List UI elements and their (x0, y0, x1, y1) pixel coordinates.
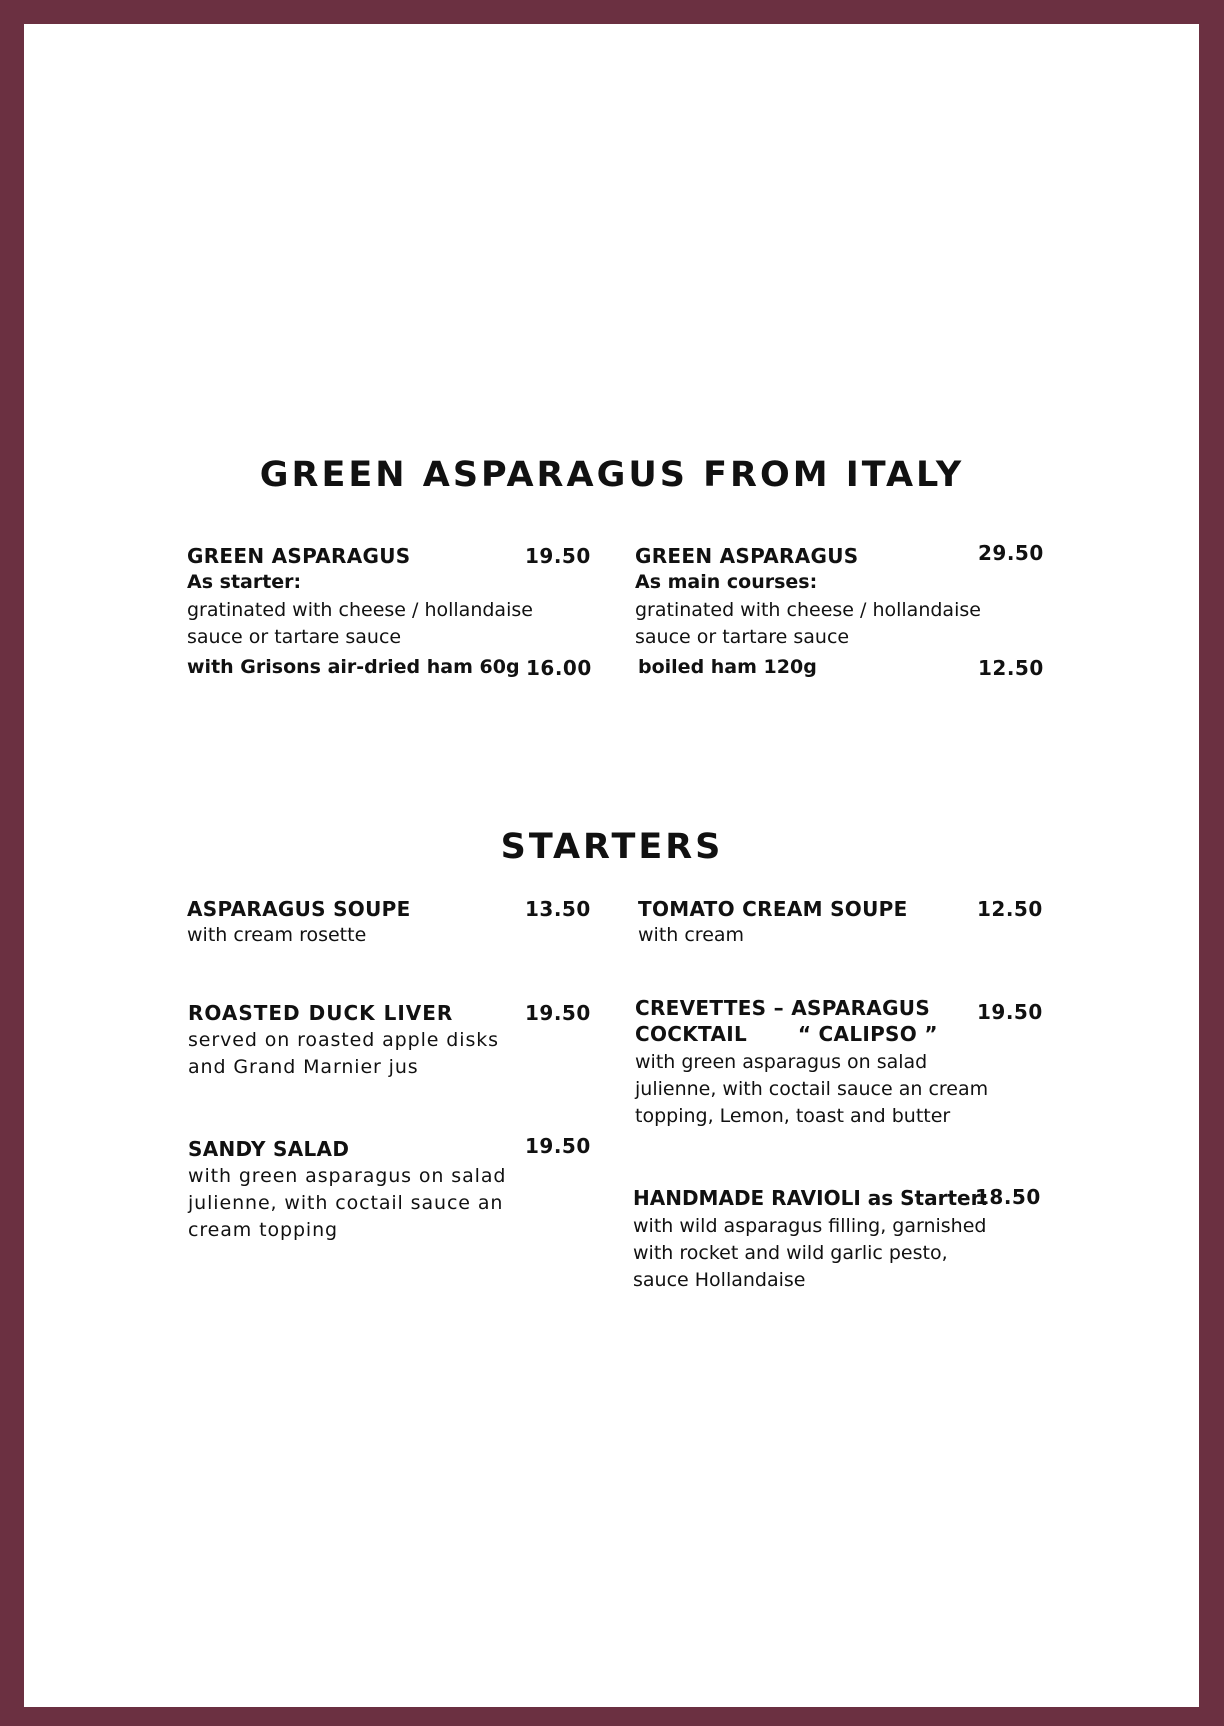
item-name: TOMATO CREAM SOUPE (638, 897, 908, 921)
item-price: 12.50 (977, 897, 1043, 921)
item-description: served on roasted apple disks (188, 1029, 499, 1051)
item-description: gratinated with cheese / hollandaise (187, 599, 533, 621)
item-name: COCKTAIL “ CALIPSO ” (635, 1022, 938, 1046)
item-price: 19.50 (977, 1000, 1043, 1024)
section-title-asparagus: GREEN ASPARAGUS FROM ITALY (259, 455, 965, 495)
item-description: cream topping (188, 1219, 338, 1241)
item-price: 19.50 (525, 544, 591, 568)
item-price: 29.50 (978, 541, 1044, 565)
item-description: topping, Lemon, toast and butter (635, 1105, 951, 1127)
item-name: ASPARAGUS SOUPE (187, 897, 411, 921)
item-name: HANDMADE RAVIOLI as Starter: (633, 1186, 989, 1210)
item-description: with green asparagus on salad (635, 1051, 928, 1073)
item-description: julienne, with coctail sauce an (188, 1192, 504, 1214)
item-name: SANDY SALAD (188, 1137, 350, 1161)
item-description: sauce Hollandaise (633, 1269, 806, 1291)
item-extra-label: with Grisons air-dried ham 60g (187, 656, 520, 678)
item-name: CREVETTES – ASPARAGUS (635, 996, 931, 1020)
item-name: ROASTED DUCK LIVER (188, 1001, 454, 1025)
item-subtitle: As starter: (187, 571, 302, 593)
section-title-starters: STARTERS (500, 827, 724, 867)
item-description: with green asparagus on salad (188, 1165, 507, 1187)
item-extra-label: boiled ham 120g (638, 656, 817, 678)
item-description: with cream rosette (187, 924, 367, 946)
item-name: GREEN ASPARAGUS (187, 544, 411, 568)
item-description: julienne, with coctail sauce an cream (635, 1078, 989, 1100)
item-subtitle: As main courses: (635, 571, 818, 593)
item-description: with cream (638, 924, 745, 946)
item-description: with wild asparagus filling, garnished (633, 1215, 987, 1237)
item-extra-price: 12.50 (978, 656, 1044, 680)
item-description: and Grand Marnier jus (188, 1056, 419, 1078)
item-price: 13.50 (525, 897, 591, 921)
item-description: gratinated with cheese / hollandaise (635, 599, 981, 621)
item-price: 19.50 (525, 1001, 591, 1025)
item-description: with rocket and wild garlic pesto, (633, 1242, 948, 1264)
item-name: GREEN ASPARAGUS (635, 544, 859, 568)
item-description: sauce or tartare sauce (187, 626, 402, 648)
item-description: sauce or tartare sauce (635, 626, 850, 648)
item-extra-price: 16.00 (526, 656, 592, 680)
item-price: 18.50 (975, 1185, 1041, 1209)
item-price: 19.50 (525, 1134, 591, 1158)
